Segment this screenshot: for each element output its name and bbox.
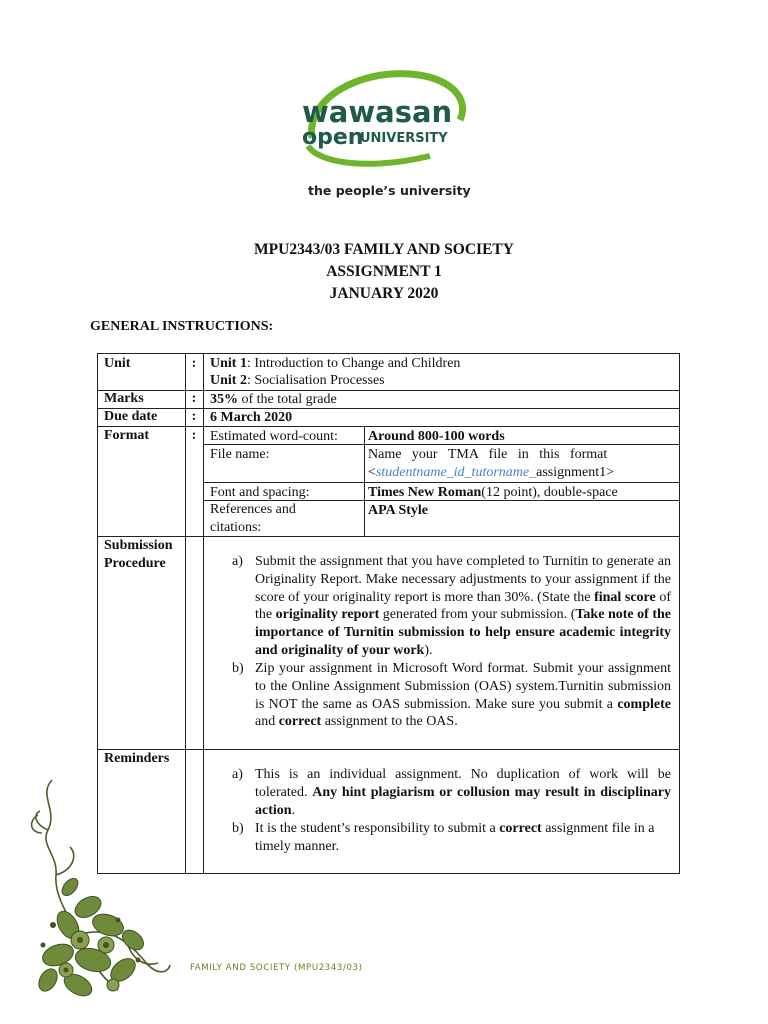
filename-format bbox=[368, 464, 614, 482]
unit1-bold: Unit 1 bbox=[210, 356, 247, 371]
reminders-b-marker: b) bbox=[232, 821, 244, 836]
submission-label-2: Procedure bbox=[104, 556, 166, 571]
references-label-2: citations: bbox=[210, 520, 262, 535]
submission-a-text: Submit the assignment that you have completed to Turnitin to generate an Originality Report. Make necessary adjustments to your assignment if the score of your originality report is more than 30%. (State the final score of the originality report generated from your submission. (Take note of the importance of Turnitin submission to help ensure academic integrity and originality of your work). bbox=[255, 554, 671, 658]
submission-a-marker: a) bbox=[232, 554, 243, 569]
colon: : bbox=[191, 428, 197, 443]
filename-tail: assignment1> bbox=[536, 465, 615, 480]
filename-italic: studentname_id_tutorname_ bbox=[375, 465, 537, 480]
university-logo bbox=[300, 68, 472, 204]
reminders-b-text: It is the student’s responsibility to submit a correct assignment file in a timely manner. bbox=[255, 821, 655, 854]
unit2-bold: Unit 2 bbox=[210, 373, 247, 388]
unit2-text: : Socialisation Processes bbox=[246, 373, 385, 388]
assignment-title: ASSIGNMENT 1 bbox=[326, 263, 442, 280]
course-title: MPU2343/03 FAMILY AND SOCIETY bbox=[254, 241, 514, 258]
marks-value bbox=[210, 391, 337, 409]
reminders-a-text: This is an individual assignment. No duplication of work will be tolerated. Any hint plagiarism or collusion may result in disciplinary action. bbox=[255, 767, 671, 818]
filename-lt: < bbox=[368, 465, 376, 480]
unit1-line bbox=[210, 355, 460, 373]
font-value bbox=[368, 484, 618, 502]
instructions-table bbox=[97, 353, 680, 874]
logo-swoosh-icon bbox=[300, 68, 472, 204]
marks-bold: 35% bbox=[210, 392, 238, 407]
reminders-a-marker: a) bbox=[232, 767, 243, 782]
colon: : bbox=[191, 391, 197, 406]
page-footer: FAMILY AND SOCIETY (MPU2343/03) bbox=[190, 963, 363, 973]
colon: : bbox=[191, 356, 197, 371]
marks-label: Marks bbox=[104, 391, 144, 406]
filename-line1: Name your TMA file in this format bbox=[368, 447, 608, 462]
unit2-line bbox=[210, 372, 385, 390]
unit1-text: : Introduction to Change and Children bbox=[246, 356, 461, 371]
wordcount-value: Around 800-100 words bbox=[368, 429, 505, 444]
font-bold: Times New Roman bbox=[368, 485, 482, 500]
filename-label: File name: bbox=[210, 447, 270, 462]
references-value: APA Style bbox=[368, 503, 429, 518]
format-label: Format bbox=[104, 428, 150, 443]
submission-b-text: Zip your assignment in Microsoft Word format. Submit your assignment to the Online Assignment Submission (OAS) system.Turnitin submission is NOT the same as OAS submission. Make sure you submit a complete and correct assignment to the OAS. bbox=[255, 661, 671, 730]
due-date-value: 6 March 2020 bbox=[210, 410, 293, 425]
marks-text: of the total grade bbox=[238, 392, 337, 407]
references-label-1: References and bbox=[210, 502, 296, 517]
unit-label: Unit bbox=[104, 356, 131, 371]
term-title: JANUARY 2020 bbox=[329, 285, 439, 302]
logo-university: UNIVERSITY bbox=[360, 131, 448, 146]
font-label: Font and spacing: bbox=[210, 485, 310, 500]
submission-b-marker: b) bbox=[232, 661, 244, 676]
wordcount-label: Estimated word-count: bbox=[210, 429, 338, 444]
floral-decoration-icon bbox=[18, 775, 183, 1000]
general-instructions-heading: GENERAL INSTRUCTIONS: bbox=[90, 319, 274, 334]
logo-tagline: the people’s university bbox=[308, 183, 471, 198]
font-text: (12 point), double-space bbox=[481, 485, 618, 500]
due-date-label: Due date bbox=[104, 409, 158, 424]
submission-label-1: Submission bbox=[104, 538, 173, 553]
logo-wawasan: wawasan bbox=[302, 95, 453, 129]
reminders-label: Reminders bbox=[104, 751, 170, 766]
colon: : bbox=[191, 409, 197, 424]
logo-open: open bbox=[302, 125, 364, 150]
